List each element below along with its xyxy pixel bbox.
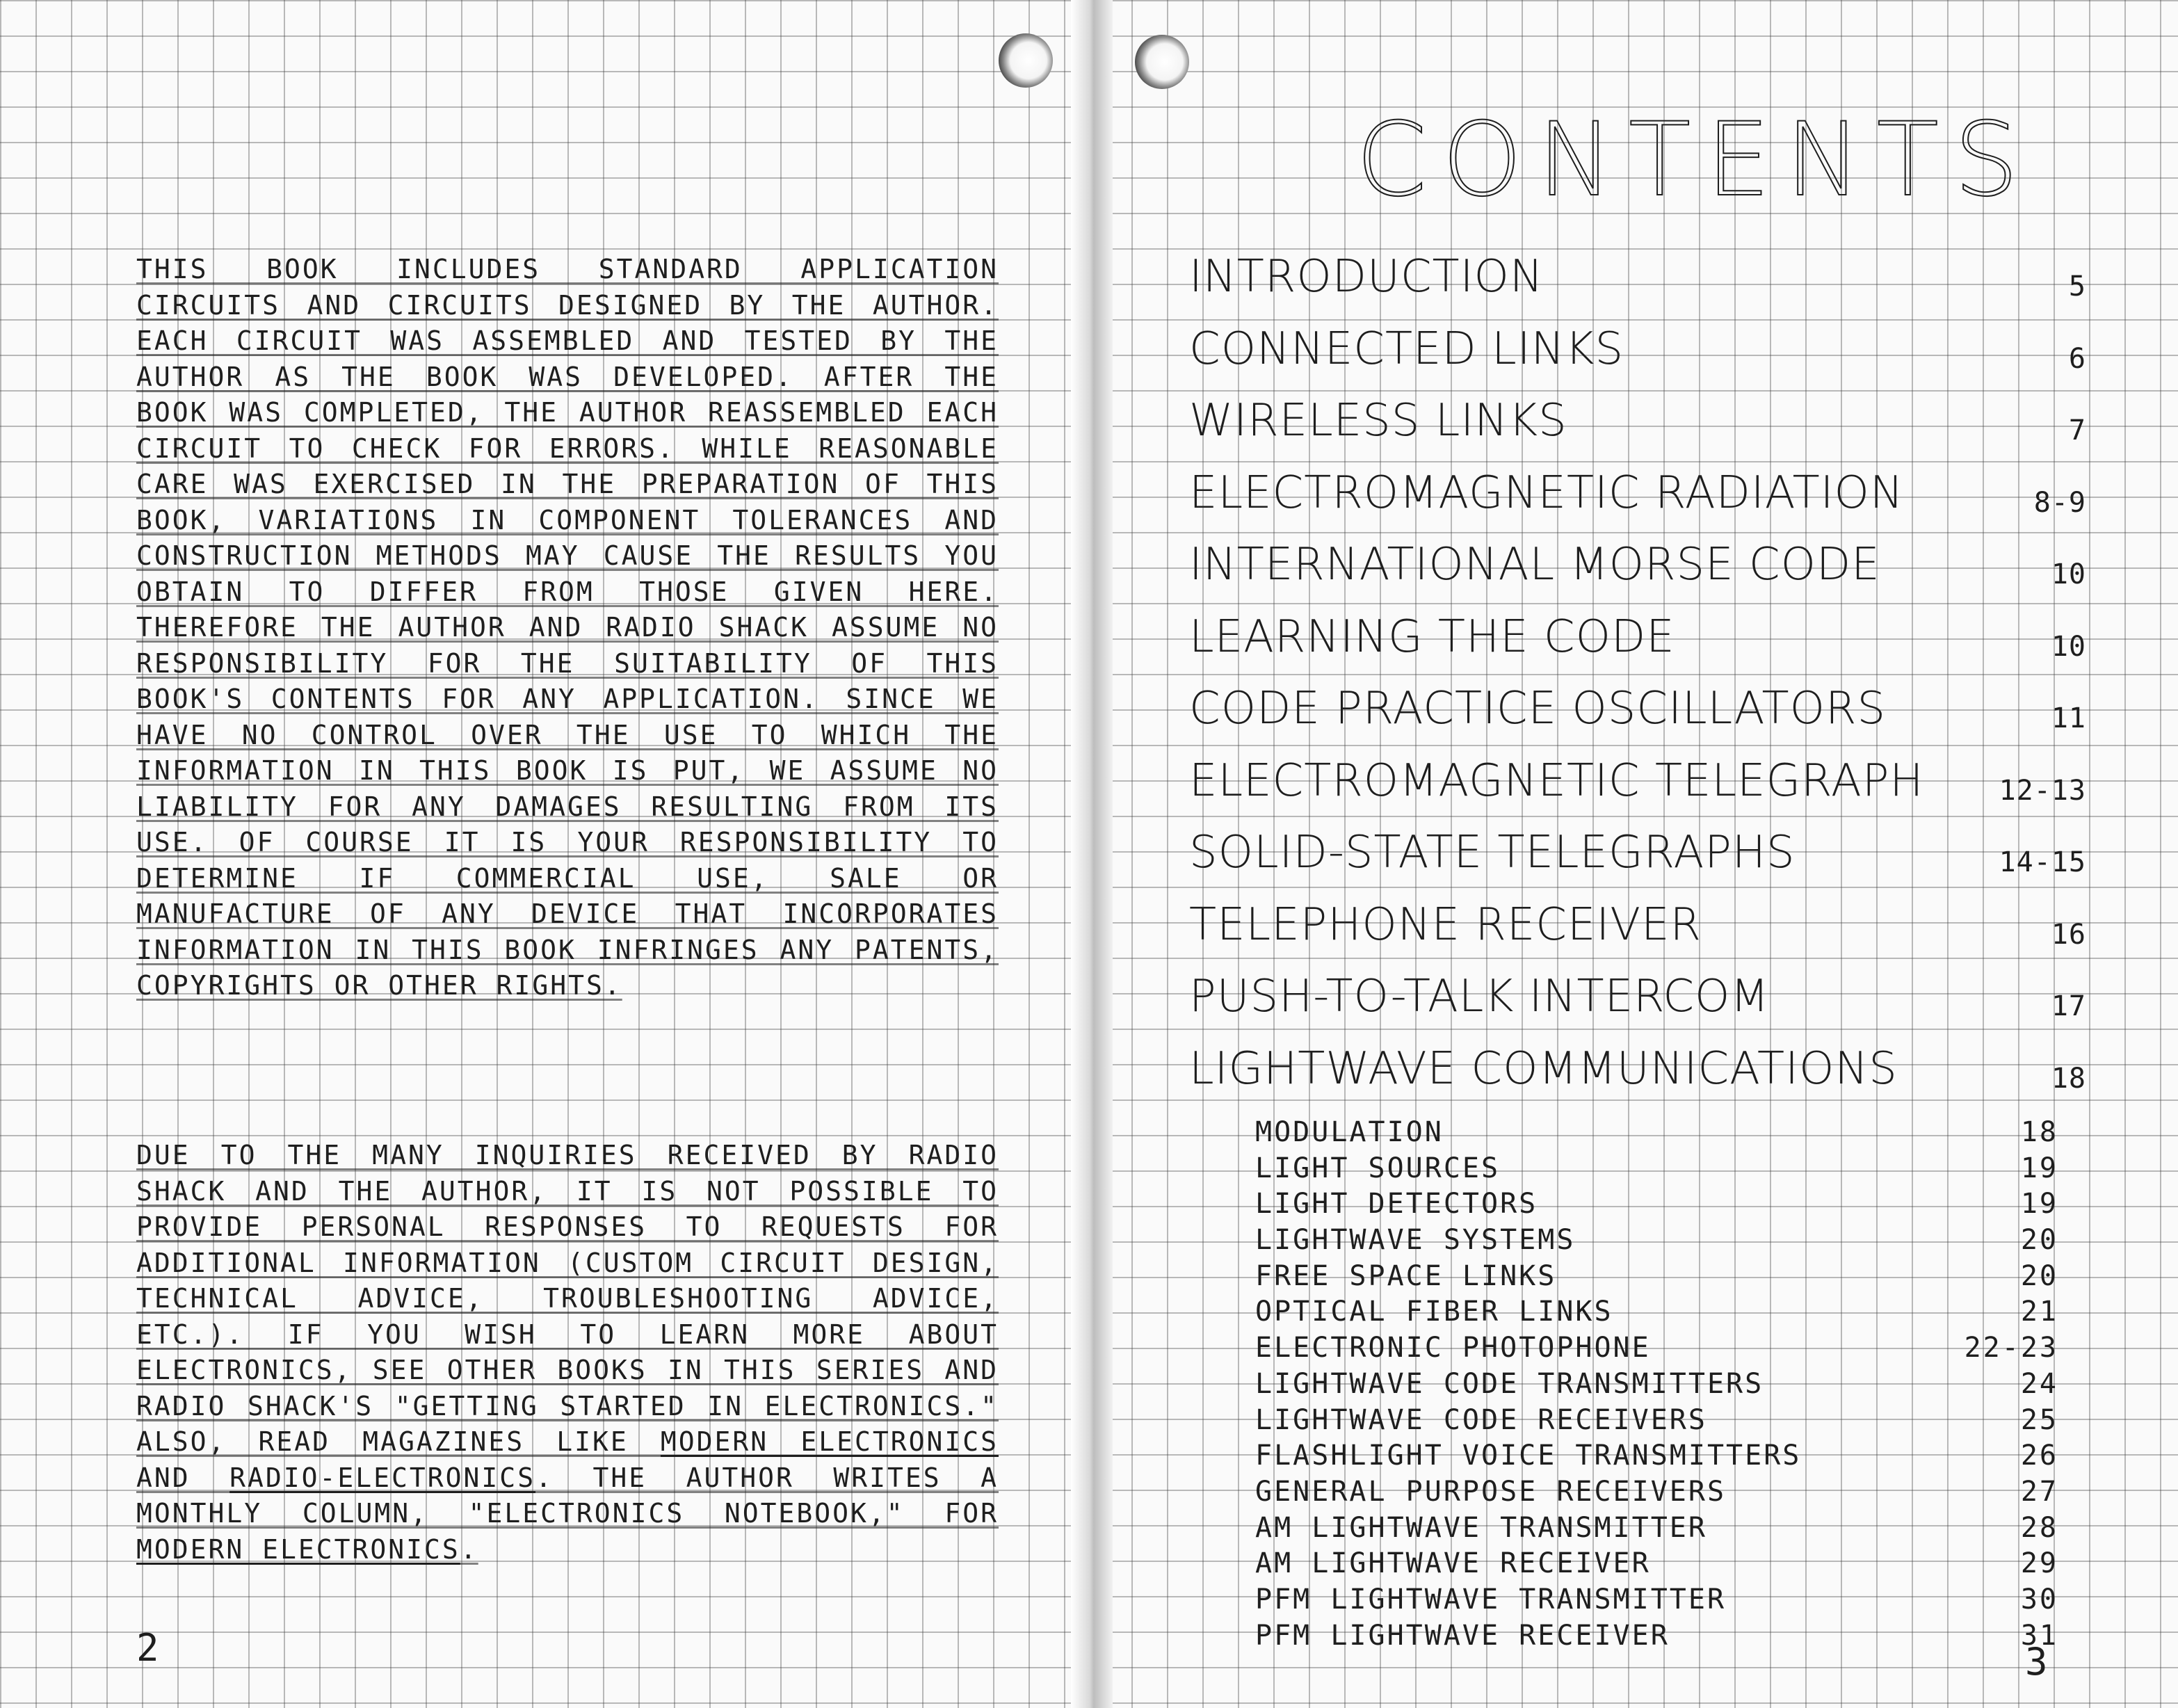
toc-subentry-title: GENERAL PURPOSE RECEIVERS [1255,1475,1727,1508]
toc-entry-title: SOLID-STATE TELEGRAPHS [1189,827,1796,878]
toc-entry-page: 8-9 [2033,486,2086,519]
toc-subentry-page: 29 [2020,1547,2058,1580]
toc-subentry-page: 19 [2020,1188,2058,1220]
disclaimer-paragraph: THIS BOOK INCLUDES STANDARD APPLICATION CIRCUITS AND CIRCUITS DESIGNED BY THE AUTHOR. EACH CIRCUIT WAS ASSEMBLED AND TESTED BY THE AUTHOR AS THE BOOK WAS DEVELOPED. AFTER THE BOOK WAS COMPLETED, THE AUTHOR REASSEMBLED EACH CIRCUIT TO CHECK FOR ERRORS. WHILE REASONABLE CARE WAS EXERCISED IN THE PREPARATION OF THIS BOOK, VARIATIONS IN COMPONENT TOLERANCES AND CONSTRUCTION METHODS MAY CAUSE THE RESULTS YOU OBTAIN TO DIFFER FROM THOSE GIVEN HERE. THEREFORE THE AUTHOR AND RADIO SHACK ASSUME NO RESPONSIBILITY FOR THE SUITABILITY OF THIS BOOK'S CONTENTS FOR ANY APPLICATION. SINCE WE HAVE NO CONTROL OVER THE USE TO WHICH THE INFORMATION IN THIS BOOK IS PUT, WE ASSUME NO LIABILITY FOR ANY DAMAGES RESULTING FROM ITS USE. OF COURSE IT IS YOUR RESPONSIBILITY TO DETERMINE IF COMMERCIAL USE, SALE OR MANUFACTURE OF ANY DEVICE THAT INCORPORATES INFORMATION IN THIS BOOK INFRINGES ANY PATENTS, COPYRIGHTS OR OTHER RIGHTS. [136,254,999,1001]
page-number-right: 3 [2025,1640,2048,1684]
toc-subentry-page: 24 [2020,1367,2058,1400]
toc-subentry-title: PFM LIGHTWAVE TRANSMITTER [1255,1583,1727,1616]
toc-subentry [1255,1510,2058,1546]
toc-subentry [1255,1437,2058,1474]
toc-subentry [1255,1258,2058,1294]
book-gutter [1071,0,1113,1708]
toc-entry-title: WIRELESS LINKS [1189,395,1567,446]
toc-entry-title: INTERNATIONAL MORSE CODE [1189,539,1880,590]
toc-subentry-title: MODULATION [1255,1116,1444,1148]
toc-subentry [1255,1402,2058,1438]
magazine-title-modern-electronics: MODERN ELECTRONICS [660,1426,999,1457]
toc-entry [1189,604,2086,676]
toc-entry-page: 10 [2051,558,2086,590]
toc-subentry [1255,1114,2058,1150]
toc-entry-page: 16 [2051,918,2086,951]
toc-subentry [1255,1618,2058,1654]
contents-title: CONTENTS [1356,101,2034,219]
toc-subentry-title: ELECTRONIC PHOTOPHONE [1255,1332,1651,1364]
toc-entry [1189,819,2086,892]
toc-subentry-title: AM LIGHTWAVE TRANSMITTER [1255,1511,1707,1544]
toc-subentry-page: 19 [2020,1152,2058,1184]
toc-subentry [1255,1581,2058,1618]
toc-entry-page: 17 [2051,990,2086,1022]
toc-subentry-page: 20 [2020,1259,2058,1292]
toc-subentry [1255,1150,2058,1186]
inquiries-text-and: AND [136,1462,230,1493]
toc-entry-title: LEARNING THE CODE [1189,611,1675,663]
toc-entry-title: TELEPHONE RECEIVER [1189,899,1702,951]
toc-subentry-title: AM LIGHTWAVE RECEIVER [1255,1547,1651,1580]
toc-entry [1189,316,2086,388]
toc-subentry-page: 26 [2020,1440,2058,1472]
toc-entry-page: 14-15 [1999,846,2086,878]
toc-subentry [1255,1545,2058,1581]
toc-main-list [1189,243,2086,1107]
toc-subentry-title: LIGHTWAVE CODE RECEIVERS [1255,1403,1707,1436]
toc-entry [1189,675,2086,748]
toc-entry-page: 18 [2051,1062,2086,1095]
toc-entry [1189,963,2086,1036]
toc-subentry-page: 21 [2020,1296,2058,1328]
toc-entry-page: 6 [2068,342,2086,375]
toc-subentry [1255,1222,2058,1258]
toc-subentry-page: 30 [2020,1583,2058,1616]
toc-subentry [1255,1294,2058,1330]
toc-entry [1189,748,2086,820]
toc-subentry-title: LIGHT SOURCES [1255,1152,1501,1184]
toc-subentry-title: LIGHTWAVE SYSTEMS [1255,1224,1576,1257]
toc-subentry-title: FLASHLIGHT VOICE TRANSMITTERS [1255,1440,1802,1472]
toc-entry-title: ELECTROMAGNETIC TELEGRAPH [1189,755,1924,807]
toc-entry-title: LIGHTWAVE COMMUNICATIONS [1189,1042,1898,1095]
binder-hole-icon [999,33,1053,88]
toc-subentry-title: FREE SPACE LINKS [1255,1259,1557,1292]
toc-subentry-title: OPTICAL FIBER LINKS [1255,1296,1613,1328]
toc-subentry-page: 20 [2020,1224,2058,1257]
magazine-title-modern-electronics-2: MODERN ELECTRONICS [136,1533,460,1565]
inquiries-text-2: . THE AUTHOR WRITES A MONTHLY COLUMN, "ELECTRONICS NOTEBOOK," FOR [136,1462,999,1529]
toc-entry [1189,243,2086,316]
magazine-title-radio-electronics: RADIO-ELECTRONICS [229,1462,536,1493]
inquiries-paragraph [136,1138,999,1568]
toc-subentry-title: LIGHT DETECTORS [1255,1188,1538,1220]
toc-entry-page: 10 [2051,630,2086,663]
toc-subentry-title: LIGHTWAVE CODE TRANSMITTERS [1255,1367,1764,1400]
toc-entry-title: PUSH-TO-TALK INTERCOM [1189,971,1770,1022]
toc-subentry-page: 31 [2020,1619,2058,1652]
toc-entry-title: INTRODUCTION [1189,251,1544,303]
toc-subentry-page: 22-23 [1964,1332,2058,1364]
toc-entry [1189,892,2086,964]
toc-entry-title: ELECTROMAGNETIC RADIATION [1189,467,1904,519]
left-page [0,0,1085,1708]
toc-subentry-title: PFM LIGHTWAVE RECEIVER [1255,1619,1670,1652]
toc-entry-page: 5 [2068,271,2086,303]
toc-entry [1189,1036,2086,1108]
binder-hole-icon [1135,35,1189,89]
toc-entry [1189,531,2086,604]
toc-entry-title: CODE PRACTICE OSCILLATORS [1189,683,1887,734]
toc-subentry-page: 18 [2020,1116,2058,1148]
toc-subentry [1255,1330,2058,1366]
toc-entry-title: CONNECTED LINKS [1189,323,1624,375]
inquiries-text-1: DUE TO THE MANY INQUIRIES RECEIVED BY RADIO SHACK AND THE AUTHOR, IT IS NOT POSSIBLE TO PROVIDE PERSONAL RESPONSES TO REQUESTS FOR ADDITIONAL INFORMATION (CUSTOM CIRCUIT DESIGN, TECHNICAL ADVICE, TROUBLESHOOTING ADVICE, ETC.). IF YOU WISH TO LEARN MORE ABOUT ELECTRONICS, SEE OTHER BOOKS IN THIS SERIES AND RADIO SHACK'S "GETTING STARTED IN ELECTRONICS." ALSO, READ MAGAZINES LIKE [136,1140,999,1457]
toc-subentry-page: 28 [2020,1511,2058,1544]
toc-subentry [1255,1366,2058,1402]
toc-entry [1189,387,2086,460]
toc-subentry [1255,1474,2058,1510]
toc-entry [1189,460,2086,532]
page-number-left: 2 [136,1626,159,1670]
toc-subentry [1255,1186,2058,1222]
toc-subentry-page: 27 [2020,1475,2058,1508]
toc-entry-page: 11 [2051,702,2086,734]
inquiries-text-end: . [460,1533,478,1565]
toc-sub-list [1255,1114,2058,1653]
toc-entry-page: 7 [2068,414,2086,446]
toc-entry-page: 12-13 [1999,774,2086,807]
toc-subentry-page: 25 [2020,1403,2058,1436]
